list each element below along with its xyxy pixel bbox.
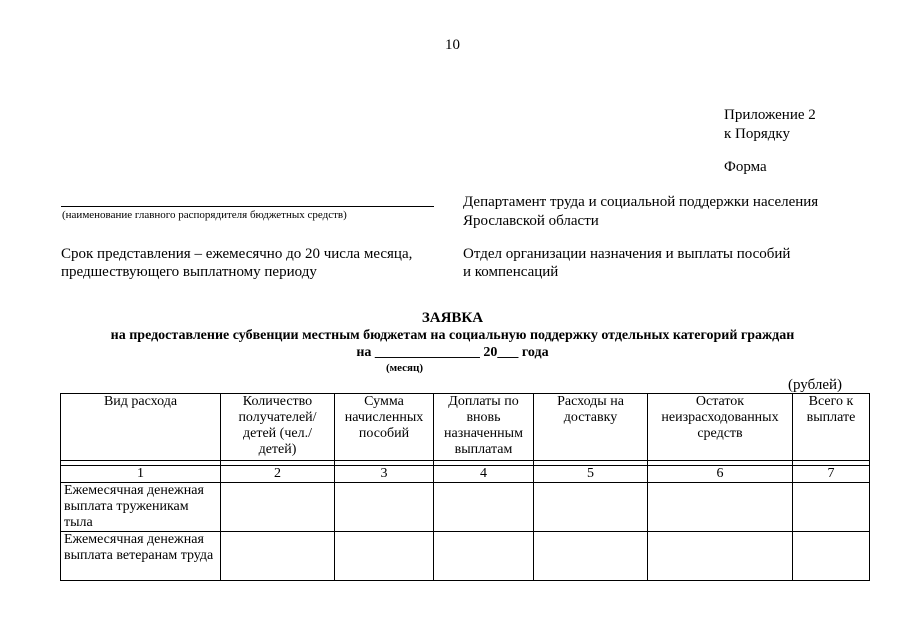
otdel-line2: и компенсаций <box>463 264 559 280</box>
document-title: ЗАЯВКА <box>421 310 484 326</box>
table-cell[interactable] <box>534 532 648 581</box>
header-cell: Доплаты по вновь назначенным выплатам <box>434 394 534 461</box>
table-header-row <box>61 394 870 461</box>
table-number-row <box>61 466 870 483</box>
table-cell[interactable] <box>221 532 335 581</box>
row-label: Ежемесячная денежная выплата труженикам тыла <box>61 483 221 532</box>
column-number: 5 <box>534 466 648 483</box>
deadline-line2: предшествующего выплатному периоду <box>61 264 317 280</box>
appendix-block <box>724 106 816 144</box>
header-cell: Расходы на доставку <box>534 394 648 461</box>
table-cell[interactable] <box>793 532 870 581</box>
distributor-name-line <box>61 206 434 207</box>
units-label: (рублей) <box>788 377 843 393</box>
form-label: Форма <box>724 159 767 175</box>
page-number: 10 <box>445 37 460 53</box>
request-table <box>60 393 870 581</box>
table-cell[interactable] <box>335 532 434 581</box>
appendix-line1: Приложение 2 <box>724 107 816 123</box>
table-cell[interactable] <box>434 483 534 532</box>
column-number: 6 <box>648 466 793 483</box>
column-number: 4 <box>434 466 534 483</box>
department-line1: Департамент труда и социальной поддержки населения <box>463 194 819 210</box>
deadline-block <box>61 245 441 281</box>
table-cell[interactable] <box>434 532 534 581</box>
header-cell: Количество получателей/ детей (чел./ детей) <box>221 394 335 461</box>
column-number: 3 <box>335 466 434 483</box>
month-caption: (месяц) <box>386 362 424 374</box>
header-cell: Сумма начисленных пособий <box>335 394 434 461</box>
department-line2: Ярославской области <box>463 213 599 229</box>
column-number: 7 <box>793 466 870 483</box>
column-number: 1 <box>61 466 221 483</box>
table-cell[interactable] <box>534 483 648 532</box>
table-cell[interactable] <box>221 483 335 532</box>
column-number: 2 <box>221 466 335 483</box>
deadline-line1: Срок представления – ежемесячно до 20 числа месяца, <box>61 246 413 262</box>
table-cell[interactable] <box>648 483 793 532</box>
table-cell[interactable] <box>648 532 793 581</box>
table-cell[interactable] <box>335 483 434 532</box>
table-row <box>61 483 870 532</box>
department-block <box>463 193 863 231</box>
period-line: на _______________ 20___ года <box>356 345 549 360</box>
otdel-block <box>463 245 863 281</box>
otdel-line1: Отдел организации назначения и выплаты пособий <box>463 246 791 262</box>
row-label: Ежемесячная денежная выплата ветеранам труда <box>61 532 221 581</box>
table-cell[interactable] <box>793 483 870 532</box>
document-subtitle: на предоставление субвенции местным бюджетам на социальную поддержку отдельных категорий граждан <box>110 328 795 343</box>
distributor-caption: (наименование главного распорядителя бюджетных средств) <box>62 209 347 221</box>
appendix-line2: к Порядку <box>724 126 790 142</box>
header-cell: Всего к выплате <box>793 394 870 461</box>
header-cell: Остаток неизрасходованных средств <box>648 394 793 461</box>
table-row <box>61 532 870 581</box>
header-cell: Вид расхода <box>61 394 221 461</box>
